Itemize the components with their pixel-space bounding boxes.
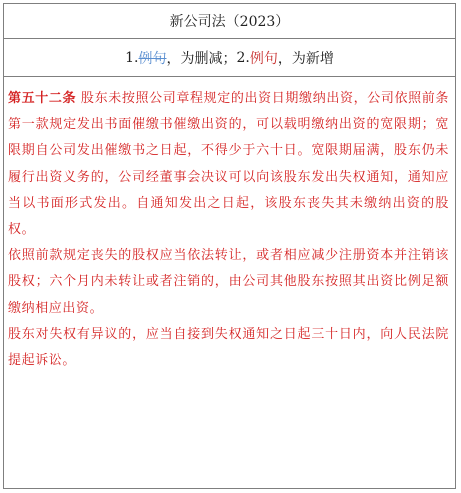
legend-item2-suffix: ，为新增: [277, 50, 334, 67]
article-paragraph-1: [8, 86, 449, 243]
article-paragraph-1-text: 股东未按照公司章程规定的出资日期缴纳出资，公司依照前条第一款规定发出书面催缴书催缴出资的，可以载明缴纳出资的宽限期；宽限期自公司发出催缴书之日起，不得少于六十日。宽限期届满，股东仍未履行出资义务的，公司经董事会决议可以向该股东发出失权通知，通知应当以书面形式发出。自通知发出之日起，该股东丧失其未缴纳出资的股权。: [8, 91, 449, 238]
legend-deleted-sample: 例句: [138, 50, 167, 67]
title-row: [4, 4, 455, 39]
article-body: [4, 77, 455, 374]
article-paragraph-3: 股东对失权有异议的，应当自接到失权通知之日起三十日内，向人民法院提起诉讼。: [8, 326, 449, 369]
legend-row: [4, 39, 455, 77]
law-comparison-table: [3, 3, 456, 489]
legend-item1-suffix: ，为删减；: [166, 50, 237, 67]
article-number: 第五十二条: [8, 91, 77, 106]
article-paragraph-2: 依照前款规定丧失的股权应当依法转让，或者相应减少注册资本并注销该股权；六个月内未转让或者注销的，由公司其他股东按照其出资比例足额缴纳相应出资。: [8, 248, 449, 316]
legend-item2-prefix: 2.: [236, 49, 250, 66]
legend-added-sample: 例句: [249, 50, 278, 67]
document-title: 新公司法（2023）: [169, 14, 290, 30]
legend-item1-prefix: 1.: [125, 49, 139, 66]
